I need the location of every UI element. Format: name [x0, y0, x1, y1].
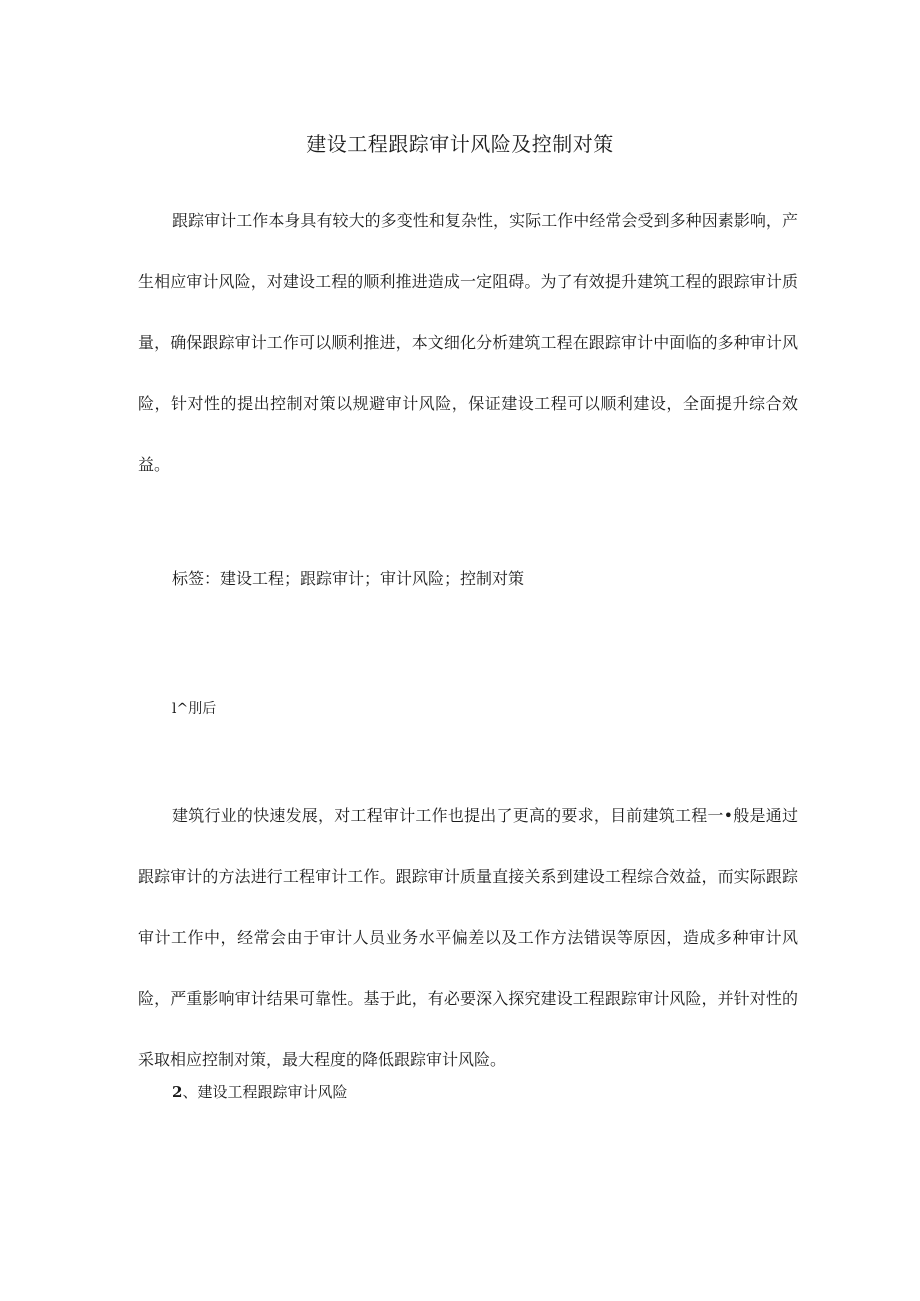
section-2-heading: [172, 1081, 347, 1102]
section-2-number: 2: [172, 1083, 183, 1101]
keywords-line: 标签：建设工程；跟踪审计；审计风险；控制对策: [172, 569, 525, 588]
section-1-heading: l^刖后: [172, 701, 217, 717]
section-2-title: 、建设工程跟踪审计风险: [182, 1083, 348, 1101]
document-title: 建设工程跟踪审计风险及控制对策: [306, 132, 614, 156]
abstract-paragraph: 跟踪审计工作本身具有较大的多变性和复杂性，实际工作中经常会受到多种因素影响，产生相应审计风险，对建设工程的顺利推进造成一定阻碍。为了有效提升建筑工程的跟踪审计质量，确保跟踪审计工作可以顺利推进，本文细化分析建筑工程在跟踪审计中面临的多种审计风险，针对性的提出控制对策以规避审计风险，保证建设工程可以顺利建设，全面提升综合效益。: [138, 211, 798, 474]
intro-paragraph: 建筑行业的快速发展，对工程审计工作也提出了更高的要求，目前建筑工程一•般是通过跟踪审计的方法进行工程审计工作。跟踪审计质量直接关系到建设工程综合效益，而实际跟踪审计工作中，经常会由于审计人员业务水平偏差以及工作方法错误等原因，造成多种审计风险，严重影响审计结果可靠性。基于此，有必要深入探究建设工程跟踪审计风险，并针对性的采取相应控制对策，最大程度的降低跟踪审计风险。: [138, 806, 798, 1069]
